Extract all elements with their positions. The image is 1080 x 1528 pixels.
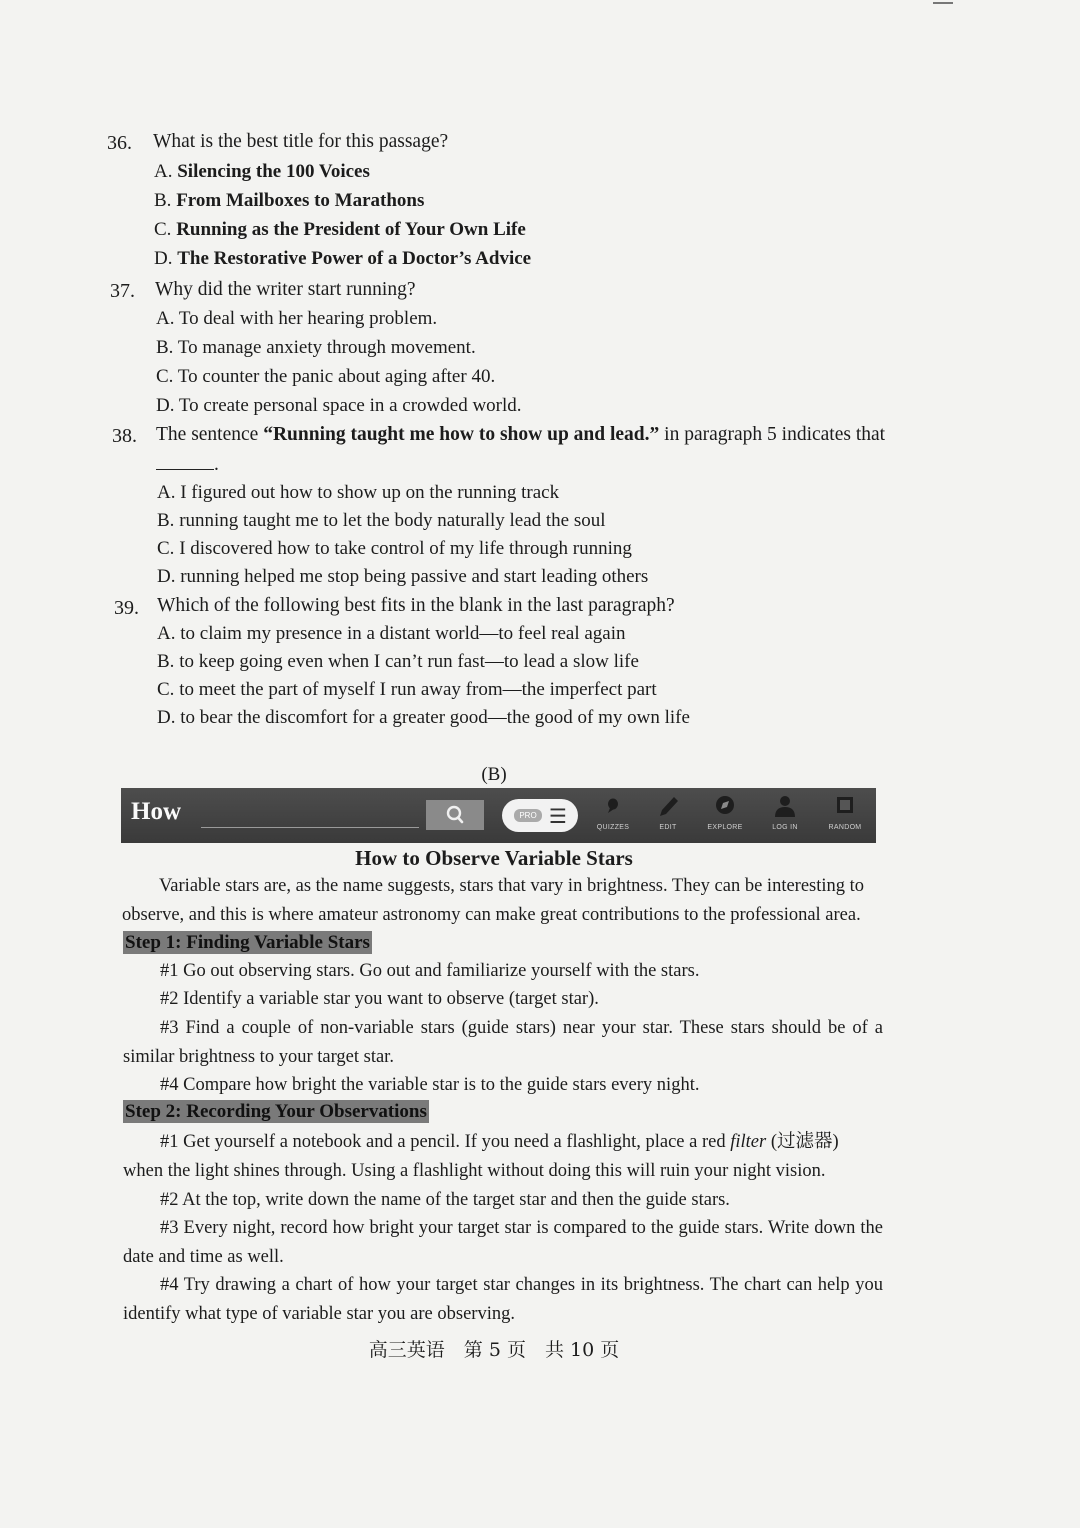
question-stem: What is the best title for this passage? <box>153 131 449 152</box>
step-2-item-2: #2 At the top, write down the name of the target star and then the guide stars. <box>160 1190 730 1210</box>
page-footer: 高三英语 第 5 页 共 10 页 <box>368 1339 620 1361</box>
step-1-item-2: #2 Identify a variable star you want to observe (target star). <box>160 989 599 1009</box>
hamburger-menu-icon: ☰ <box>549 804 567 828</box>
option-a: A. to claim my presence in a distant world—to feel real again <box>157 623 626 644</box>
search-button[interactable] <box>426 800 484 830</box>
question-number: 39. <box>114 597 139 619</box>
search-input[interactable] <box>201 827 419 828</box>
option-c: C. To counter the panic about aging after 40. <box>156 366 496 387</box>
user-icon <box>755 792 815 822</box>
step-2-item-4: #4 Try drawing a chart of how your target star changes in its brightness. The chart can help you identify what type of variable star you are observing. <box>123 1275 883 1324</box>
option-b: B. running taught me to let the body naturally lead the soul <box>157 510 606 531</box>
section-label: (B) <box>481 764 507 785</box>
pro-badge: PRO <box>514 809 542 822</box>
step-2-heading: Step 2: Recording Your Observations <box>125 1101 427 1122</box>
option-c: C. to meet the part of myself I run away from—the imperfect part <box>157 679 657 700</box>
step-1-item-3: #3 Find a couple of non-variable stars (guide stars) near your star. These stars should be of a similar brightness to your target star. <box>123 1018 883 1067</box>
site-logo: How <box>131 798 181 825</box>
search-icon <box>426 800 484 830</box>
nav-edit[interactable]: EDIT <box>638 792 698 831</box>
question-number: 36. <box>107 132 132 154</box>
question-stem: Which of the following best fits in the blank in the last paragraph? <box>157 595 675 616</box>
option-b: B. From Mailboxes to Marathons <box>154 190 425 211</box>
page-corner-mark <box>933 2 953 4</box>
nav-quizzes[interactable]: QUIZZES <box>583 792 643 831</box>
pencil-icon <box>638 792 698 822</box>
compass-icon <box>695 792 755 822</box>
option-d: D. to bear the discomfort for a greater good—the good of my own life <box>157 707 690 728</box>
pro-menu-button[interactable] <box>502 799 578 832</box>
quiz-bubble-icon <box>583 792 643 822</box>
step-2-item-3: #3 Every night, record how bright your target star is compared to the guide stars. Write down the date and time as well. <box>123 1218 883 1267</box>
question-number: 37. <box>110 280 135 302</box>
website-banner <box>121 788 876 843</box>
step-2-item-1: #1 Get yourself a notebook and a pencil. If you need a flashlight, place a red filter (过滤器) when the light shines through. Using a flashlight without doing this will ruin your night vision. <box>123 1132 839 1181</box>
nav-login[interactable]: LOG IN <box>755 792 815 831</box>
step-1-heading: Step 1: Finding Variable Stars <box>125 932 370 953</box>
option-d: D. The Restorative Power of a Doctor’s Advice <box>154 248 532 269</box>
option-b: B. To manage anxiety through movement. <box>156 337 476 358</box>
nav-explore[interactable]: EXPLORE <box>695 792 755 831</box>
option-a: A. I figured out how to show up on the running track <box>157 482 560 503</box>
option-d: D. To create personal space in a crowded world. <box>156 395 522 416</box>
article-title: How to Observe Variable Stars <box>355 846 633 870</box>
question-number: 38. <box>112 425 137 447</box>
option-c: C. Running as the President of Your Own Life <box>154 219 526 240</box>
question-stem: The sentence “Running taught me how to show up and lead.” in paragraph 5 indicates that <box>156 424 886 445</box>
answer-blank: . <box>156 453 219 477</box>
option-d: D. running helped me stop being passive and start leading others <box>157 566 649 587</box>
option-a: A. Silencing the 100 Voices <box>154 161 370 182</box>
shuffle-icon <box>815 792 875 822</box>
option-b: B. to keep going even when I can’t run fast—to lead a slow life <box>157 651 639 672</box>
option-c: C. I discovered how to take control of my life through running <box>157 538 632 559</box>
question-stem: Why did the writer start running? <box>155 279 416 300</box>
step-1-item-1: #1 Go out observing stars. Go out and familiarize yourself with the stars. <box>160 961 700 981</box>
option-a: A. To deal with her hearing problem. <box>156 308 438 329</box>
step-1-item-4: #4 Compare how bright the variable star is to the guide stars every night. <box>160 1075 700 1095</box>
nav-random[interactable]: RANDOM <box>815 792 875 831</box>
article-intro: Variable stars are, as the name suggests, stars that vary in brightness. They can be interesting to observe, and this is where amateur astronomy can make great contributions to the professional area. <box>122 876 865 925</box>
